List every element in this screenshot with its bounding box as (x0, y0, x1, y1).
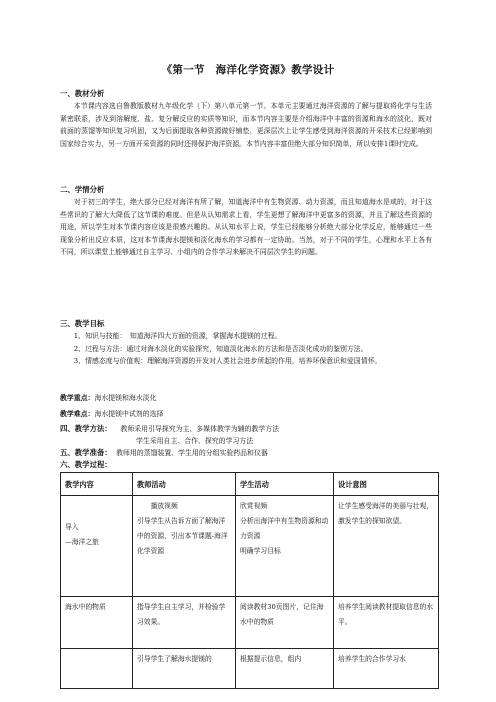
focus-label: 教学重点： (60, 394, 95, 402)
section-paragraph: 本节课内容选自鲁教版教材九年级化学（下）第八单元第一节。本单元主要通过海洋资源的了解与提取将化学与生活紧密联系，涉及到溶解度、盐、复分解反应的实质等知识，而本节内容主要是介绍海洋中丰富的资源和海水的淡化，既对前面的蒸馏等知识复习巩固，又为后面提取各种资源做好铺垫，更深层次上让学生感受到海洋资源的开采技术已经影响到国家综合实力，另一方面开采资源的同时还得保护海洋资源。本节内容丰富但绝大部分知识简单，所以安排1课时完成。 (60, 102, 432, 148)
table-header: 学生活动 (236, 473, 334, 496)
teaching-focus (60, 392, 432, 404)
section-textbook-analysis (60, 88, 432, 150)
teaching-difficulty (60, 408, 432, 420)
table-cell: 海水中的物质 (61, 597, 133, 649)
table-cell: 根据提示信息，组内 (236, 649, 334, 689)
table-cell: 欣赏视频 分析出海洋中有生物资源和动力资源 明确学习目标 (236, 496, 334, 597)
table-cell: 指导学生自主学习，并检验学习效果。 (133, 597, 236, 649)
table-header: 教师活动 (133, 473, 236, 496)
table-cell: 引导学生了解海水提镁的 (133, 649, 236, 689)
table-row (61, 649, 439, 689)
table-cell: 培养学生阅读教材提取信息的水平。 (334, 597, 439, 649)
section-process (60, 459, 432, 471)
section-method (60, 423, 432, 435)
table-header: 教学内容 (61, 473, 133, 496)
document-title: 《第一节 海洋化学资源》教学设计 (161, 64, 335, 76)
preparation-text: 教师用的蒸馏装置、学生用的分组实验药品和仪器 (116, 449, 268, 457)
difficulty-text: 海水提镁中试剂的选择 (94, 410, 164, 419)
lesson-process-table (60, 472, 439, 689)
goal-knowledge: 1、知识与技能： 知道海洋四大方面的资源，掌握海水提镁的过程。 (73, 332, 282, 341)
goal-process: 2、过程与方法：通过对海水淡化的实验探究，知道淡化海水的方法和是否淡化成功的鉴别方法。 (73, 344, 368, 353)
section-heading: 五、教学准备： (60, 448, 112, 457)
section-preparation (60, 447, 432, 459)
table-cell: 播放视频 引导学生从告诉方面了解海洋中的资源，引出本节课题-海洋化学资源 (133, 496, 236, 597)
section-focus-difficulty (60, 392, 432, 421)
method-student: 学生采用自主、合作、探究的学习方法 (136, 437, 254, 445)
method-student-line (136, 435, 436, 447)
section-heading: 三、教学目标 (60, 319, 105, 328)
table-cell: 让学生感受海洋的美丽与壮观，激发学生的探知欲望。 (334, 496, 439, 597)
section-heading: 四、教学方法： (60, 424, 112, 433)
goal-attitude: 3、情感态度与价值观：理解海洋资源的开发对人类社会进步所起的作用，培养环保意识和爱国情怀。 (73, 357, 382, 366)
table-cell (61, 649, 133, 689)
table-row (61, 496, 439, 597)
focus-text: 海水提镁和海水淡化 (94, 394, 157, 402)
table-header: 设计意图 (334, 473, 439, 496)
section-student-analysis (60, 184, 432, 258)
section-heading: 六、教学过程： (60, 460, 112, 469)
difficulty-label: 教学难点： (60, 410, 95, 419)
table-header-row (61, 473, 439, 496)
table-cell: 阅读教材30页图片，记住海水中的物质 (236, 597, 334, 649)
section-teaching-goals (60, 318, 432, 368)
section-heading: 一、教材分析 (60, 89, 105, 98)
method-teacher: 教师采用引导探究为主、多媒体教学为辅的教学方法 (120, 425, 279, 433)
table-row (61, 597, 439, 649)
table-cell: 导入 —海洋之旅 (61, 496, 133, 597)
table-cell: 培养学生的合作学习水 (334, 649, 439, 689)
section-paragraph: 对于初三的学生，绝大部分已经对海洋有所了解，知道海洋中有生物资源、动力资源，而且知道海水是咸的，对于这些常识的了解大大降低了这节课的难度。但是从认知需求上看，学生更想了解海洋中更富多的资源，并且了解这些资源的用途，所以学生对本节课内容应该是很感兴趣的。从认知水平上说，学生已经能够分析绝大部分化学反应，能够通过一些现象分析出反应本质，这对本节课海水提镁和淡化海水的学习都有一定协助。当然，对于不同的学生，心理和水平上各有不同，所以课堂上能够通过自主学习、小组内的合作学习来解决不同层次学生的问题。 (60, 198, 432, 257)
section-heading: 二、学情分析 (60, 185, 105, 194)
